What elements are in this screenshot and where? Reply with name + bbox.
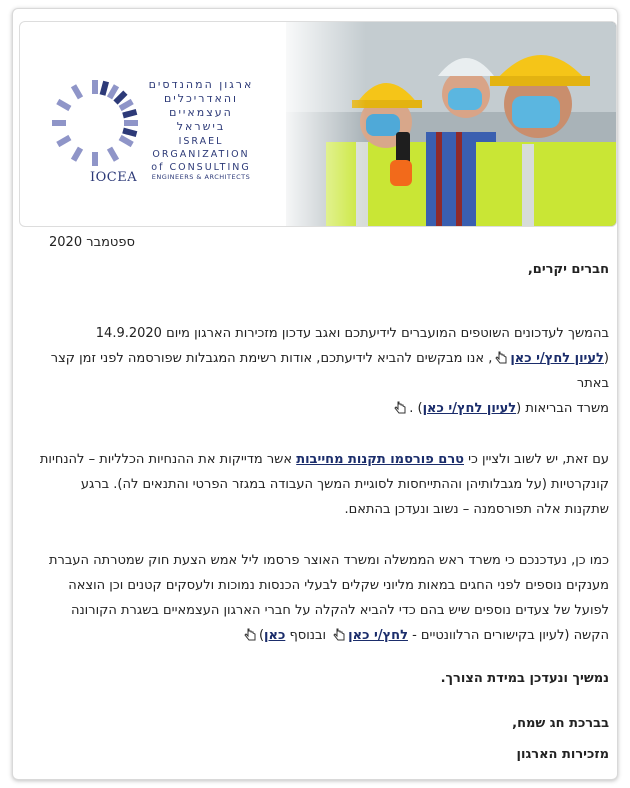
paragraph-3 [35, 548, 609, 648]
hand-pointer-icon [393, 401, 407, 415]
letter-body [35, 257, 609, 767]
issue-date: ספטמבר 2020 [49, 235, 135, 250]
bill-link-2[interactable]: כאן [264, 628, 286, 643]
logo-english-line-3: of CONSULTING [151, 162, 251, 173]
bill-link-1[interactable]: לחץ/י כאן [348, 628, 408, 643]
greeting: חברים יקרים, [527, 262, 609, 277]
paragraph-1: בהמשך לעדכונים השוטפים המועברים לידיעתכם ואגב עדכון מזכירות הארגון מיום 14.9.2020 (לעיון לחץ/י כאן , אנו מבקשים להביא לידיעתכם, אודות רשימת המגבלות שפורסמה לפני זמן קצר באתר משרד הבריאות (לעיון לחץ/י כאן) . [50, 326, 609, 416]
moh-link-1[interactable]: לעיון לחץ/י כאן [510, 351, 604, 366]
photo-fade-overlay [276, 22, 366, 226]
paragraph-1-line-3-end: ) . [409, 401, 423, 416]
paragraph-2-start: עם זאת, יש לשוב ולציין כי [468, 452, 609, 467]
paragraph-3-end: ) [258, 628, 265, 643]
signoff-line-1: בברכת חג שמח, [512, 716, 609, 731]
logo-english-line-2: ORGANIZATION [152, 149, 250, 160]
header-banner [19, 21, 617, 227]
paragraph-1-line-2: , אנו מבקשים להביא לידיעתכם, אודות רשימת המגבלות שפורסמה לפני זמן קצר באתר [50, 351, 609, 391]
logo-english-line-1: ISRAEL [178, 136, 224, 147]
hand-pointer-icon [243, 628, 257, 642]
logo-acronym: IOCEA [90, 170, 138, 185]
hand-pointer-icon [494, 351, 508, 365]
hand-pointer-icon [332, 628, 346, 642]
logo-hebrew-line-4: בישראל [176, 120, 226, 133]
closing-line: נמשיך ונעדכן במידת הצורך. [440, 671, 609, 686]
signoff-line-2: מזכירות הארגון [516, 747, 609, 762]
paragraph-2-rest: אשר מדייקות את ההנחיות הכלליות – להנחיות קונקרטיות (על מגבלותיהן וההתייחסות לסוגיית המשך העבודה במגזר הפרטי והתנאים לה). ברגע שתקנות אלה תפורסמנה – נשוב ונעדכן בהתאם. [39, 452, 609, 517]
logo-hebrew-line-1: ארגון המהנדסים [148, 78, 254, 91]
paragraph-1-line-3: משרד הבריאות ( [516, 401, 609, 416]
moh-link-2[interactable]: לעיון לחץ/י כאן [422, 401, 517, 416]
logo-hebrew-line-2: והאדריכלים [163, 92, 239, 105]
logo-english-small: ENGINEERS & ARCHITECTS [151, 173, 251, 181]
paragraph-2 [35, 447, 609, 522]
paragraph-3-middle: ובנוסף [289, 628, 327, 643]
logo-hebrew-line-3: העצמאיים [169, 106, 233, 119]
logo-text [146, 78, 256, 182]
paragraph-3-text: כמו כן, נעדכנכם כי משרד ראש הממשלה ומשרד האוצר פרסמו ליל אמש הצעת חוק שמטרתה העברת מענקים נוספים לפני החגים במאות מליוני שקלים לבעלי הכנסות נמוכות ולעסקים קטנים וכן הוצאה לפועל של צעדים נוספים שיש בהם כדי להביא להקלה על חברי הארגון העצמאיים בשגרת הקורונה הקשה (לעיון בקישורים הרלוונטיים - [48, 553, 609, 643]
paragraph-1-line-1: בהמשך לעדכונים השוטפים המועברים לידיעתכם ואגב עדכון מזכירות הארגון מיום 14.9.2020 [95, 326, 609, 341]
newsletter-card [12, 8, 618, 780]
regulations-link[interactable]: טרם פורסמו תקנות מחייבות [296, 452, 464, 467]
logo-emblem-icon [50, 78, 140, 168]
